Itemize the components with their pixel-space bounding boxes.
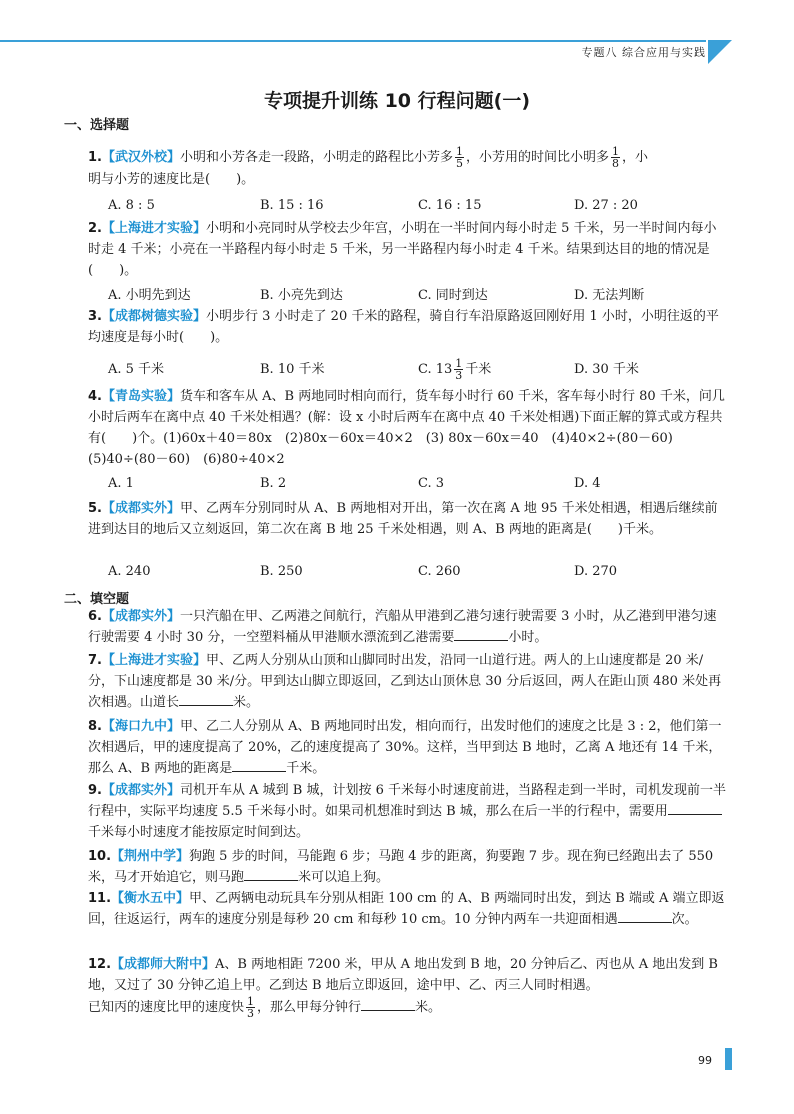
option-d: D. 27 : 20 [574, 198, 638, 213]
question-2: 2.【上海进才实验】小明和小亮同时从学校去少年宫，小明在一半时间内每小时走 5 千米，另一半时间内每小时走 4 千米；小亮在一半路程内每小时走 5 千米，另一半路程内每小时走 4 千米。结果到达目的地的情况是( )。 [88, 221, 717, 278]
question-3: 3.【成都树德实验】小明步行 3 小时走了 20 千米的路程，骑自行车沿原路返回刚好用 1 小时，小明往返的平均速度是每小时( )。 [88, 309, 719, 345]
page-number-bar [725, 1048, 732, 1070]
question-4: 4.【青岛实验】货车和客车从 A、B 两地同时相向而行，货车每小时行 60 千米，客车每小时行 80 千米，问几小时后两车在离中点 40 千米处相遇？(解：设 x 小时后两车在离中点 40 千米处相遇)下面正解的算式或方程共有( )个。(1)60x＋40＝80x (2)80x－60x＝40×2 (3) 80x－60x＝40 (4)40×2÷(80－60) (5)40÷(80－60) (6)80÷40×2 [88, 389, 725, 467]
options-q2: A. 小明先到达 B. 小亮先到达 C. 同时到达 D. 无法判断 [108, 288, 645, 303]
header-corner-triangle [708, 40, 732, 64]
page-number: 99 [698, 1054, 712, 1067]
answer-blank[interactable] [454, 627, 508, 641]
question-5: 5.【成都实外】甲、乙两车分别同时从 A、B 两地相对开出，第一次在离 A 地 95 千米处相遇，相遇后继续前进到达目的地后又立刻返回，第二次在离 B 地 25 千米处相遇，则 A、B 两地的距离是( )千米。 [88, 501, 718, 537]
question-8: 8.【海口九中】甲、乙二人分别从 A、B 两地同时出发，相向而行，出发时他们的速度之比是 3 : 2，他们第一次相遇后，甲的速度提高了 20%，乙的速度提高了 30%。这样，当甲到达 B 地时，乙离 A 地还有 14 千米，那么 A、B 两地的距离是 千米。 [88, 719, 722, 776]
fraction: $\frac{1}{5}$ [456, 145, 464, 170]
section-choice: 一、选择题 [64, 118, 130, 133]
options-q3: A. 5 千米 B. 10 千米 C. 13 $\frac{1}{3}$ 千米 D. 30 千米 [108, 357, 639, 382]
option-a: A. 8 : 5 [108, 198, 155, 213]
question-1: 1.【武汉外校】小明和小芳各走一段路，小明走的路程比小芳多 $\frac{1}{5}$ ，小芳用的时间比小明多 $\frac{1}{8}$ ，小 明与小芳的速度比是( )。 [88, 145, 649, 187]
page-title: 专项提升训练 10 行程问题(一) [263, 90, 531, 112]
question-12: 12.【成都师大附中】A、B 两地相距 7200 米，甲从 A 地出发到 B 地，20 分钟后乙、丙也从 A 地出发到 B 地，又过了 30 分钟乙追上甲。乙到达 B 地后立即返回，途中甲、乙、丙三人同时相遇。 已知丙的速度比甲的速度快 $\frac{1}{3}$ ，那么甲每分钟行 米。 [88, 957, 718, 1020]
options-q4: A. 1 B. 2 C. 3 D. 4 [108, 476, 601, 491]
question-10: 10.【荆州中学】狗跑 5 步的时间，马能跑 6 步；马跑 4 步的距离，狗要跑 7 步。现在狗已经跑出去了 550 米，马才开始追它，则马跑 米可以追上狗。 [88, 849, 714, 885]
options-q1 [108, 198, 728, 218]
answer-blank[interactable] [232, 758, 286, 772]
option-b: B. 15 : 16 [260, 198, 324, 213]
answer-blank[interactable] [361, 997, 415, 1011]
question-11: 11.【衡水五中】甲、乙两辆电动玩具车分别从相距 100 cm 的 A、B 两端同时出发，到达 B 端或 A 端立即返回，往返运行，两车的速度分别是每秒 20 cm 和每秒 10 cm。10 分钟内两车一共迎面相遇 次。 [88, 891, 725, 927]
fraction: $\frac{1}{8}$ [612, 145, 620, 170]
section-fill: 二、填空题 [64, 592, 130, 607]
answer-blank[interactable] [179, 692, 233, 706]
answer-blank[interactable] [618, 909, 672, 923]
question-number: 1. [88, 150, 102, 165]
header-chapter-label: 专题八 综合应用与实践 [581, 46, 706, 59]
question-6: 6.【成都实外】一只汽船在甲、乙两港之间航行，汽船从甲港到乙港匀速行驶需要 3 小时，从乙港到甲港匀速行驶需要 4 小时 30 分，一空塑料桶从甲港顺水漂流到乙港需要 小时。 [88, 609, 717, 645]
header-rule [0, 40, 706, 42]
options-q5: A. 240 B. 250 C. 260 D. 270 [108, 564, 618, 579]
question-9: 9.【成都实外】司机开车从 A 城到 B 城，计划按 6 千米每小时速度前进，当路程走到一半时，司机发现前一半行程中，实际平均速度 5.5 千米每小时。如果司机想准时到达 B 城，那么在后一半的行程中，需要用千米每小时速度才能按原定时间到达。 [88, 783, 727, 840]
question-source: 【武汉外校】 [101, 150, 180, 165]
question-7: 7.【上海进才实验】甲、乙两人分别从山顶和山脚同时出发，沿同一山道行进。两人的上山速度都是 20 米/分，下山速度都是 30 米/分。甲到达山脚立即返回，乙到达山顶休息 30 分后返回，两人在距山顶 480 米处再次相遇。山道长 米。 [88, 653, 722, 710]
answer-blank[interactable] [244, 867, 298, 881]
option-c: C. 16 : 15 [418, 198, 482, 213]
answer-blank[interactable] [668, 801, 722, 815]
